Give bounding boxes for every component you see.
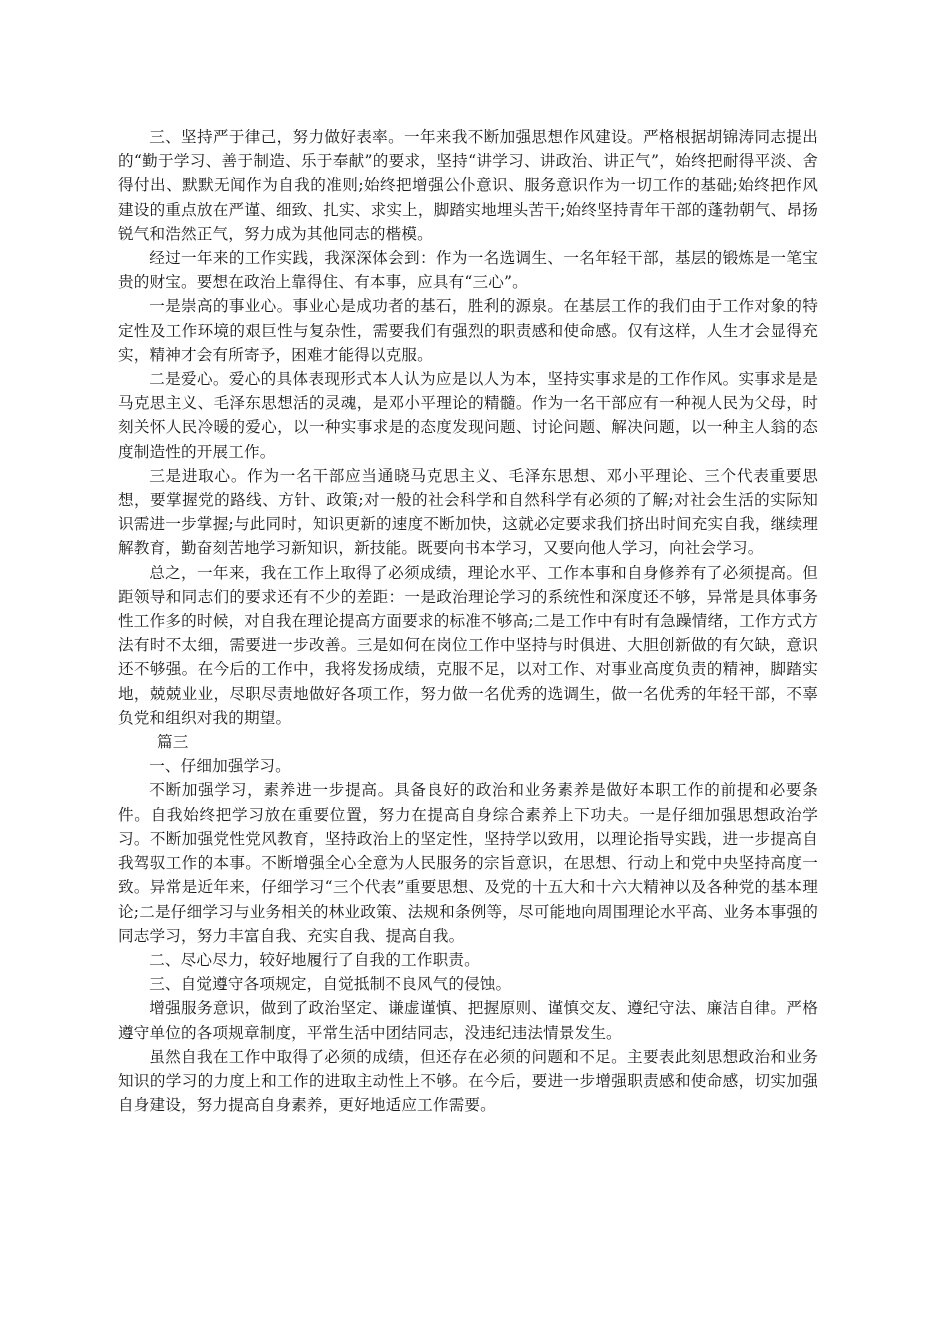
paragraph-compassion: 二是爱心。爱心的具体表现形式本人认为应是以人为本，坚持实事求是的工作作风。实事求是是马克思主义、毛泽东思想活的灵魂，是邓小平理论的精髓。作为一名干部应有一种视人民为父母，时刻关怀人民冷暖的爱心，以一种实事求是的态度发现问题、讨论问题、解决问题，以一种主人翁的态度制造性的开展工作。 <box>118 370 818 461</box>
paragraph-summary: 总之，一年来，我在工作上取得了必须成绩，理论水平、工作本事和自身修养有了必须提高。但距领导和同志们的要求还有不少的差距：一是政治理论学习的系统性和深度还不够，异常是具体事务性工作多的时候，对自我在理论提高方面要求的标准不够高;二是工作中有时有急躁情绪，工作方式方法有时不太细，需要进一步改善。三是如何在岗位工作中坚持与时俱进、大胆创新做的有欠缺，意识还不够强。在今后的工作中，我将发扬成绩，克服不足，以对工作、对事业高度负责的精神，脚踏实地，兢兢业业，尽职尽责地做好各项工作，努力做一名优秀的选调生，做一名优秀的年轻干部，不辜负党和组织对我的期望。 <box>118 563 818 727</box>
paragraph-experience: 经过一年来的工作实践，我深深体会到：作为一名选调生、一名年轻干部，基层的锻炼是一笔宝贵的财宝。要想在政治上靠得住、有本事，应具有“三心”。 <box>118 249 818 292</box>
heading-study: 一、仔细加强学习。 <box>149 757 291 776</box>
document-body <box>118 125 818 1117</box>
heading-duties: 二、尽心尽力，较好地履行了自我的工作职责。 <box>149 950 480 969</box>
paragraph-career-dedication: 一是崇高的事业心。事业心是成功者的基石，胜利的源泉。在基层工作的我们由于工作对象的特定性及工作环境的艰巨性与复杂性，需要我们有强烈的职责感和使命感。仅有这样，人生才会显得充实，精神才会有所寄予，困难才能得以克服。 <box>118 297 818 364</box>
heading-regulations: 三、自觉遵守各项规定，自觉抵制不良风气的侵蚀。 <box>149 975 512 994</box>
section-heading-part-three: 篇三 <box>157 733 189 752</box>
paragraph-self-discipline: 三、坚持严于律己，努力做好表率。一年来我不断加强思想作风建设。严格根据胡锦涛同志提出的“勤于学习、善于制造、乐于奉献”的要求，坚持“讲学习、讲政治、讲正气”，始终把耐得平淡、舍得付出、默默无闻作为自我的准则;始终把增强公仆意识、服务意识作为一切工作的基础;始终把作风建设的重点放在严谨、细致、扎实、求实上，脚踏实地埋头苦干;始终坚持青年干部的蓬勃朝气、昂扬锐气和浩然正气，努力成为其他同志的楷模。 <box>118 128 818 243</box>
paragraph-enterprise: 三是进取心。作为一名干部应当通晓马克思主义、毛泽东思想、邓小平理论、三个代表重要思想，要掌握党的路线、方针、政策;对一般的社会科学和自然科学有必须的了解;对社会生活的实际知识需进一步掌握;与此同时，知识更新的速度不断加快，这就必定要求我们挤出时间充实自我，继续理解教育，勤奋刻苦地学习新知识，新技能。既要向书本学习，又要向他人学习，向社会学习。 <box>118 466 818 558</box>
paragraph-study: 不断加强学习，素养进一步提高。具备良好的政治和业务素养是做好本职工作的前提和必要条件。自我始终把学习放在重要位置，努力在提高自身综合素养上下功夫。一是仔细加强思想政治学习。不断加强党性党风教育，坚持政治上的坚定性，坚持学以致用，以理论指导实践，进一步提高自我驾驭工作的本事。不断增强全心全意为人民服务的宗旨意识，在思想、行动上和党中央坚持高度一致。异常是近年来，仔细学习“三个代表”重要思想、及党的十五大和十六大精神以及各种党的基本理论;二是仔细学习与业务相关的林业政策、法规和条例等，尽可能地向周围理论水平高、业务本事强的同志学习，努力丰富自我、充实自我、提高自我。 <box>118 781 818 945</box>
paragraph-service: 增强服务意识，做到了政治坚定、谦虚谨慎、把握原则、谨慎交友、遵纪守法、廉洁自律。严格遵守单位的各项规章制度，平常生活中团结同志，没违纪违法情景发生。 <box>118 999 818 1042</box>
paragraph-shortcomings: 虽然自我在工作中取得了必须的成绩，但还存在必须的问题和不足。主要表此刻思想政治和业务知识的学习的力度上和工作的进取主动性上不够。在今后，要进一步增强职责感和使命感，切实加强自身建设，努力提高自身素养，更好地适应工作需要。 <box>118 1047 818 1115</box>
